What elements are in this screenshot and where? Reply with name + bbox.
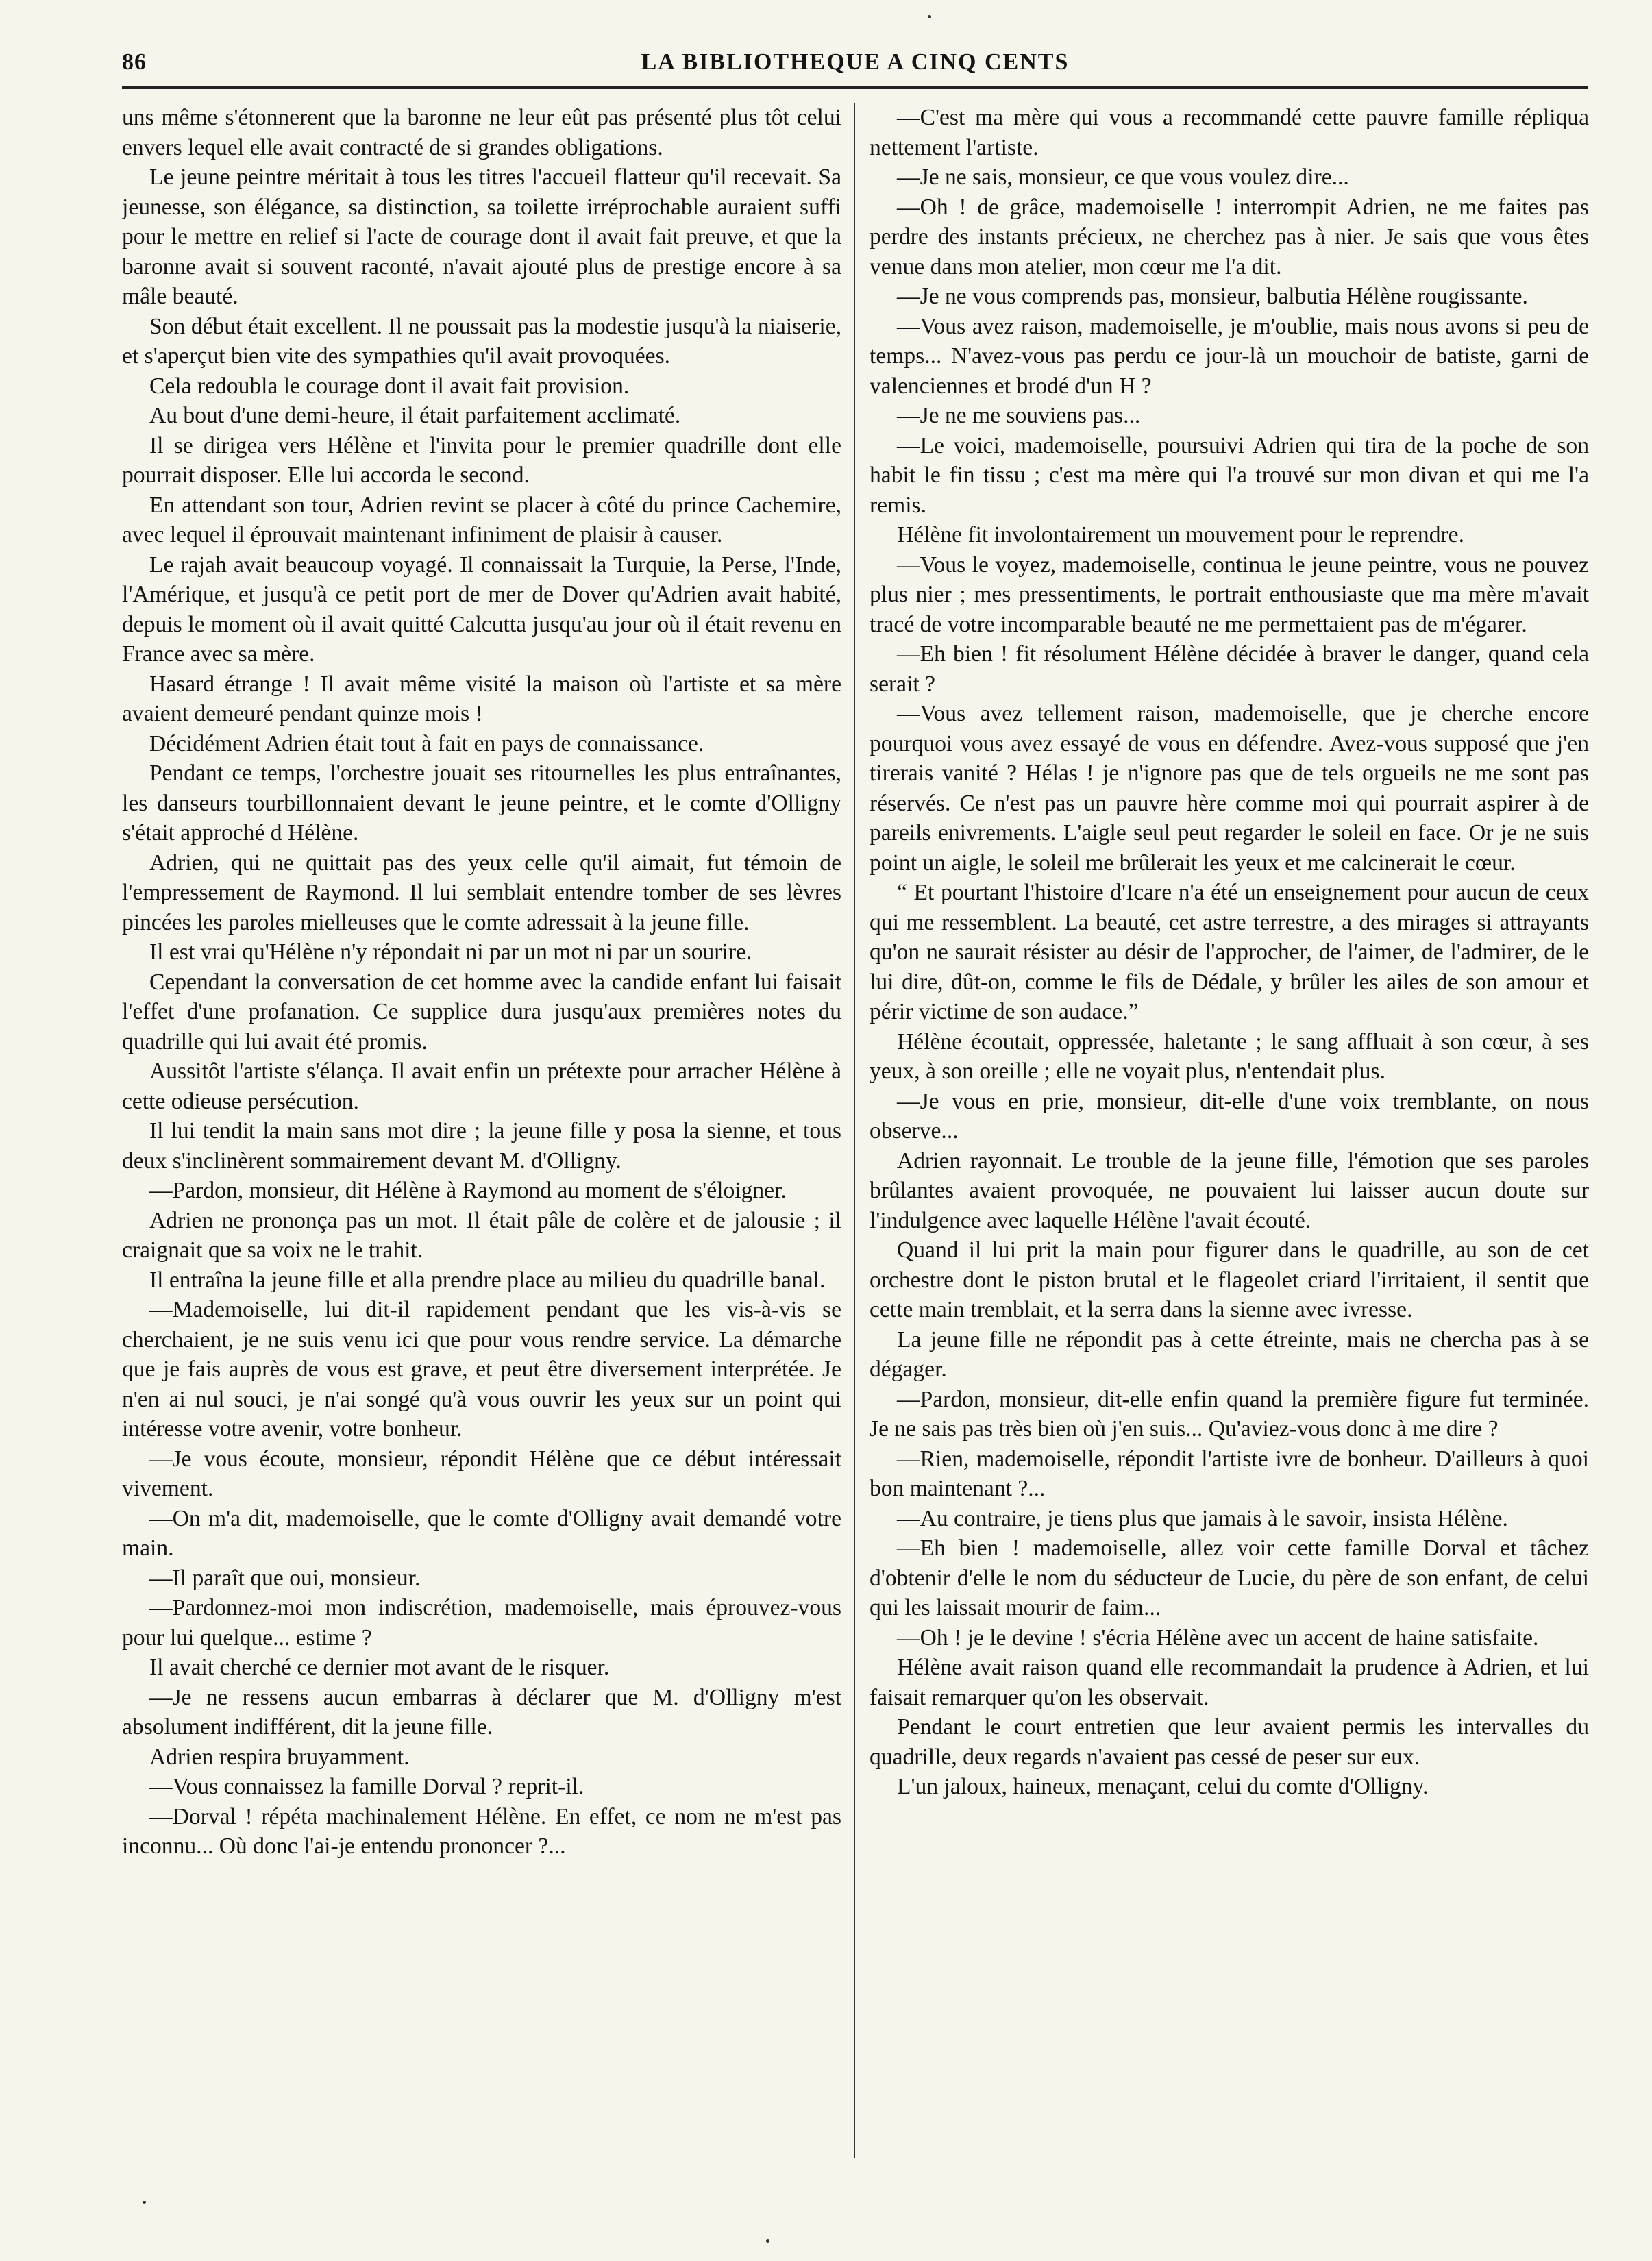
paragraph: Pendant ce temps, l'orchestre jouait ses ritournelles les plus entraînantes, les danseurs tourbillonnaient devant le jeune peintre, et le comte d'Olligny s'était approché d Hélène. <box>122 761 841 845</box>
paragraph: —Pardonnez-moi mon indiscrétion, mademoiselle, mais éprouvez-vous pour lui quelque... estime ? <box>122 1595 841 1651</box>
paragraph: Hélène écoutait, oppressée, haletante ; le sang affluait à son cœur, à ses yeux, à son oreille ; elle ne voyait plus, n'entendait plus. <box>870 1028 1589 1084</box>
paragraph: Il avait cherché ce dernier mot avant de le risquer. <box>149 1655 610 1680</box>
paragraph: —Je ne me souviens pas... <box>897 403 1141 428</box>
print-speck <box>766 2239 769 2243</box>
right-column <box>870 103 1589 2158</box>
paragraph: —Eh bien ! fit résolument Hélène décidée à braver le danger, quand cela serait ? <box>870 641 1589 697</box>
page-number: 86 <box>122 49 147 75</box>
paragraph: Le rajah avait beaucoup voyagé. Il connaissait la Turquie, la Perse, l'Inde, l'Amérique, et jusqu'à ce petit port de mer de Dover qu'Adrien avait habité, depuis le moment où il avait quitté Calcutta jusqu'au jour où il était revenu en France avec sa mère. <box>122 552 841 667</box>
paragraph: —Il paraît que oui, monsieur. <box>149 1565 421 1591</box>
paragraph: Il est vrai qu'Hélène n'y répondait ni par un mot ni par un sourire. <box>149 939 752 965</box>
column-divider <box>854 103 855 2158</box>
paragraph: —Pardon, monsieur, dit-elle enfin quand la première figure fut terminée. Je ne sais pas très bien où j'en suis... Qu'aviez-vous donc à me dire ? <box>870 1386 1589 1442</box>
paragraph: Au bout d'une demi-heure, il était parfaitement acclimaté. <box>149 403 681 428</box>
paragraph: —Le voici, mademoiselle, poursuivi Adrien qui tira de la poche de son habit le fin tissu ; c'est ma mère qui l'a trouvé sur mon divan et qui me l'a remis. <box>870 432 1589 518</box>
paragraph: L'un jaloux, haineux, menaçant, celui du comte d'Olligny. <box>897 1774 1429 1799</box>
paragraph: Le jeune peintre méritait à tous les titres l'accueil flatteur qu'il recevait. Sa jeunesse, son élégance, sa distinction, sa toilette irréprochable auraient suffi pour le mettre en relief si l'acte de courage dont il avait fait preuve, et que la baronne avait si souvent raconté, n'avait ajouté plus de prestige encore à sa mâle beauté. <box>122 164 841 309</box>
paragraph: Aussitôt l'artiste s'élança. Il avait enfin un prétexte pour arracher Hélène à cette odieuse persécution. <box>122 1059 841 1114</box>
paragraph: uns même s'étonnerent que la baronne ne leur eût pas présenté plus tôt celui envers lequel elle avait contracté de si grandes obligations. <box>122 105 841 160</box>
paragraph: —Rien, mademoiselle, répondit l'artiste ivre de bonheur. D'ailleurs à quoi bon maintenant ?... <box>870 1446 1589 1501</box>
paragraph: —Je vous écoute, monsieur, répondit Hélène que ce début intéressait vivement. <box>122 1446 841 1501</box>
paragraph: —Oh ! je le devine ! s'écria Hélène avec un accent de haine satisfaite. <box>897 1624 1539 1651</box>
paragraph: Adrien ne prononça pas un mot. Il était pâle de colère et de jalousie ; il craignait que sa voix ne le trahit. <box>122 1207 841 1263</box>
paragraph: Son début était excellent. Il ne poussait pas la modestie jusqu'à la niaiserie, et s'aperçut bien vite des sympathies qu'il avait provoquées. <box>122 313 841 369</box>
paragraph: —Au contraire, je tiens plus que jamais à le savoir, insista Hélène. <box>897 1505 1508 1531</box>
paragraph: —Je ne ressens aucun embarras à déclarer que M. d'Olligny m'est absolument indifférent, dit la jeune fille. <box>122 1684 841 1740</box>
paragraph: —On m'a dit, mademoiselle, que le comte d'Olligny avait demandé votre main. <box>122 1505 841 1561</box>
paragraph: —Pardon, monsieur, dit Hélène à Raymond au moment de s'éloigner. <box>149 1178 787 1203</box>
paragraph: Adrien respira bruyamment. <box>149 1744 410 1770</box>
paragraph: —Eh bien ! mademoiselle, allez voir cette famille Dorval et tâchez d'obtenir d'elle le nom du séducteur de Lucie, du père de son enfant, de celui qui les laissait mourir de faim... <box>870 1535 1589 1620</box>
paragraph: Adrien, qui ne quittait pas des yeux celle qu'il aimait, fut témoin de l'empressement de Raymond. Il lui semblait entendre tomber de ses lèvres pincées les paroles mielleuses que le comte adressait à la jeune fille. <box>122 850 841 935</box>
paragraph: Cependant la conversation de cet homme avec la candide enfant lui faisait l'effet d'une profanation. Ce supplice dura jusqu'aux premières notes du quadrille qui lui avait été promis. <box>122 969 841 1054</box>
paragraph: Il lui tendit la main sans mot dire ; la jeune fille y posa la sienne, et tous deux s'inclinèrent sommairement devant M. d'Olligny. <box>122 1118 841 1174</box>
paragraph: Hélène fit involontairement un mouvement pour le reprendre. <box>897 522 1464 547</box>
paragraph: —Vous connaissez la famille Dorval ? reprit-il. <box>149 1774 584 1799</box>
paragraph: La jeune fille ne répondit pas à cette étreinte, mais ne chercha pas à se dégager. <box>870 1326 1589 1382</box>
paragraph: Hélène avait raison quand elle recommandait la prudence à Adrien, et lui faisait remarquer qu'on les observait. <box>870 1655 1589 1710</box>
left-column <box>122 103 841 2158</box>
paragraph: Cela redoubla le courage dont il avait fait provision. <box>149 373 630 399</box>
paragraph: —Dorval ! répéta machinalement Hélène. En effet, ce nom ne m'est pas inconnu... Où donc l'ai-je entendu prononcer ?... <box>122 1803 841 1859</box>
paragraph: —Mademoiselle, lui dit-il rapidement pendant que les vis-à-vis se cherchaient, je ne suis venu ici que pour vous rendre service. La démarche que je fais auprès de vous est grave, et peut être diversement interprétée. Je n'en ai nul souci, je n'ai songé qu'à vous ouvrir les yeux sur un point qui intéresse votre avenir, votre bonheur. <box>122 1297 841 1442</box>
paragraph: Adrien rayonnait. Le trouble de la jeune fille, l'émotion que ses paroles brûlantes avaient provoquée, ne pouvaient lui laisser aucun doute sur l'indulgence avec laquelle Hélène l'avait écouté. <box>870 1148 1589 1233</box>
paragraph: Il se dirigea vers Hélène et l'invita pour le premier quadrille dont elle pourrait disposer. Elle lui accorda le second. <box>122 432 841 488</box>
paragraph: —Vous le voyez, mademoiselle, continua le jeune peintre, vous ne pouvez plus nier ; mes pressentiments, le portrait enthousiaste que ma mère m'avait tracé de votre incomparable beauté ne me permettaient pas de m'égarer. <box>870 552 1589 637</box>
paragraph: —Vous avez tellement raison, mademoiselle, que je cherche encore pourquoi vous avez essayé de vous en défendre. Avez-vous supposé que j'en tirerais vanité ? Hélas ! je n'ignore pas que de tels orgueils ne me sont pas réservés. Ce n'est pas un pauvre hère comme moi qui pourrait aspirer à de pareils enivrements. L'aigle seul peut regarder le soleil en face. Or je ne suis point un aigle, le soleil me brûlerait les yeux et me calcinerait le cœur. <box>870 701 1589 876</box>
print-speck <box>928 15 931 18</box>
paragraph: —Vous avez raison, mademoiselle, je m'oublie, mais nous avons si peu de temps... N'avez-vous pas perdu ce jour-là un mouchoir de batiste, garni de valenciennes et brodé d'un H ? <box>870 313 1589 399</box>
paragraph: Décidément Adrien était tout à fait en pays de connaissance. <box>149 730 704 756</box>
paragraph: —Je vous en prie, monsieur, dit-elle d'une voix tremblante, on nous observe... <box>870 1088 1589 1144</box>
header-rule <box>122 86 1588 89</box>
paragraph: Hasard étrange ! Il avait même visité la maison où l'artiste et sa mère avaient demeuré pendant quinze mois ! <box>122 671 841 726</box>
running-title: LA BIBLIOTHEQUE A CINQ CENTS <box>641 49 1070 75</box>
paragraph: Il entraîna la jeune fille et alla prendre place au milieu du quadrille banal. <box>149 1267 826 1293</box>
paragraph: En attendant son tour, Adrien revint se placer à côté du prince Cachemire, avec lequel il éprouvait maintenant infiniment de plaisir à causer. <box>122 492 841 547</box>
paragraph: Quand il lui prit la main pour figurer dans le quadrille, au son de cet orchestre dont le piston brutal et le flageolet criard l'irritaient, il sentit que cette main tremblait, et la serra dans la sienne avec ivresse. <box>870 1237 1589 1322</box>
paragraph: “ Et pourtant l'histoire d'Icare n'a été un enseignement pour aucun de ceux qui me ressemblent. La beauté, cet astre terrestre, a des mirages si attrayants qu'on ne saurait résister au désir de l'approcher, de l'aimer, de l'admirer, de le lui dire, dût-on, comme le fils de Dédale, y brûler les ailes de son amour et périr victime de son audace.” <box>870 880 1589 1024</box>
print-speck <box>143 2201 146 2204</box>
paragraph: —Je ne vous comprends pas, monsieur, balbutia Hélène rougissante. <box>897 284 1528 309</box>
paragraph: —C'est ma mère qui vous a recommandé cette pauvre famille répliqua nettement l'artiste. <box>870 105 1589 160</box>
paragraph: —Je ne sais, monsieur, ce que vous voulez dire... <box>897 164 1349 190</box>
page-header <box>122 49 1588 85</box>
paragraph: Pendant le court entretien que leur avaient permis les intervalles du quadrille, deux regards n'avaient pas cessé de peser sur eux. <box>870 1714 1589 1770</box>
paragraph: —Oh ! de grâce, mademoiselle ! interrompit Adrien, ne me faites pas perdre des instants précieux, ne cherchez pas à nier. Je sais que vous êtes venue dans mon atelier, mon cœur me l'a dit. <box>870 194 1589 280</box>
